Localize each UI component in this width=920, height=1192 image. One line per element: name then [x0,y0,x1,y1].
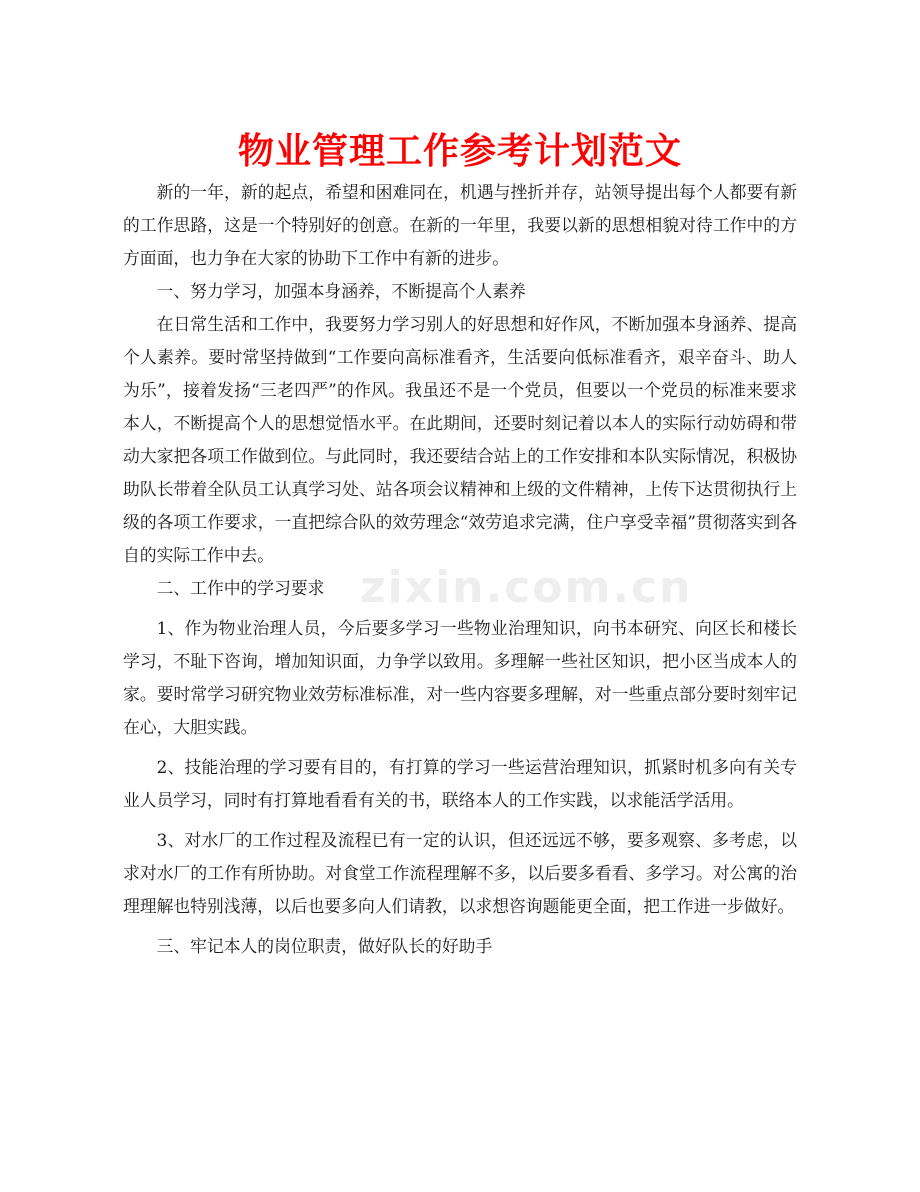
document-body [123,176,797,963]
paragraph-item-1: 1、作为物业治理人员，今后要多学习一些物业治理知识，向书本研究、向区长和楼长学习，不耻下咨询，增加知识面，力争学以致用。多理解一些社区知识，把小区当成本人的家。要时常学习研究物业效劳标准标准，对一些内容要多理解，对一些重点部分要时刻牢记在心，大胆实践。 [123,618,797,737]
paragraph-item-2: 2、技能治理的学习要有目的，有打算的学习一些运营治理知识，抓紧时机多向有关专业人员学习，同时有打算地看看有关的书，联络本人的工作实践，以求能活学活用。 [123,757,797,810]
section-heading-3: 三、牢记本人的岗位职责，做好队长的好助手 [156,936,493,956]
section-heading-2: 二、工作中的学习要求 [156,578,325,598]
watermark: zixin.com.cn [360,562,693,613]
paragraph-intro: 新的一年，新的起点，希望和困难同在，机遇与挫折并存，站领导提出每个人都要有新的工作思路，这是一个特别好的创意。在新的一年里，我要以新的思想相貌对待工作中的方方面面，也力争在大家的协助下工作中有新的进步。 [123,182,797,268]
paragraph-section-1: 在日常生活和工作中，我要努力学习别人的好思想和好作风，不断加强本身涵养、提高个人素养。要时常坚持做到“工作要向高标准看齐，生活要向低标准看齐，艰辛奋斗、助人为乐”，接着发扬“三老四严”的作风。我虽还不是一个党员，但要以一个党员的标准来要求本人，不断提高个人的思想觉悟水平。在此期间，还要时刻记着以本人的实际行动妨碍和带动大家把各项工作做到位。与此同时，我还要结合站上的工作安排和本队实际情况，积极协助队长带着全队员工认真学习处、站各项会议精神和上级的文件精神，上传下达贯彻执行上级的各项工作要求，一直把综合队的效劳理念“效劳追求完满，住户享受幸福”贯彻落实到各自的实际工作中去。 [123,314,797,565]
section-heading-1: 一、努力学习，加强本身涵养，不断提高个人素养 [156,281,526,301]
paragraph-item-3: 3、对水厂的工作过程及流程已有一定的认识，但还远远不够，要多观察、多考虑，以求对水厂的工作有所协助。对食堂工作流程理解不多，以后要多看看、多学习。对公寓的治理理解也特别浅薄，以后也要多向人们请教，以求想咨询题能更全面，把工作进一步做好。 [123,830,797,916]
document-title: 物业管理工作参考计划范文 [237,131,682,172]
